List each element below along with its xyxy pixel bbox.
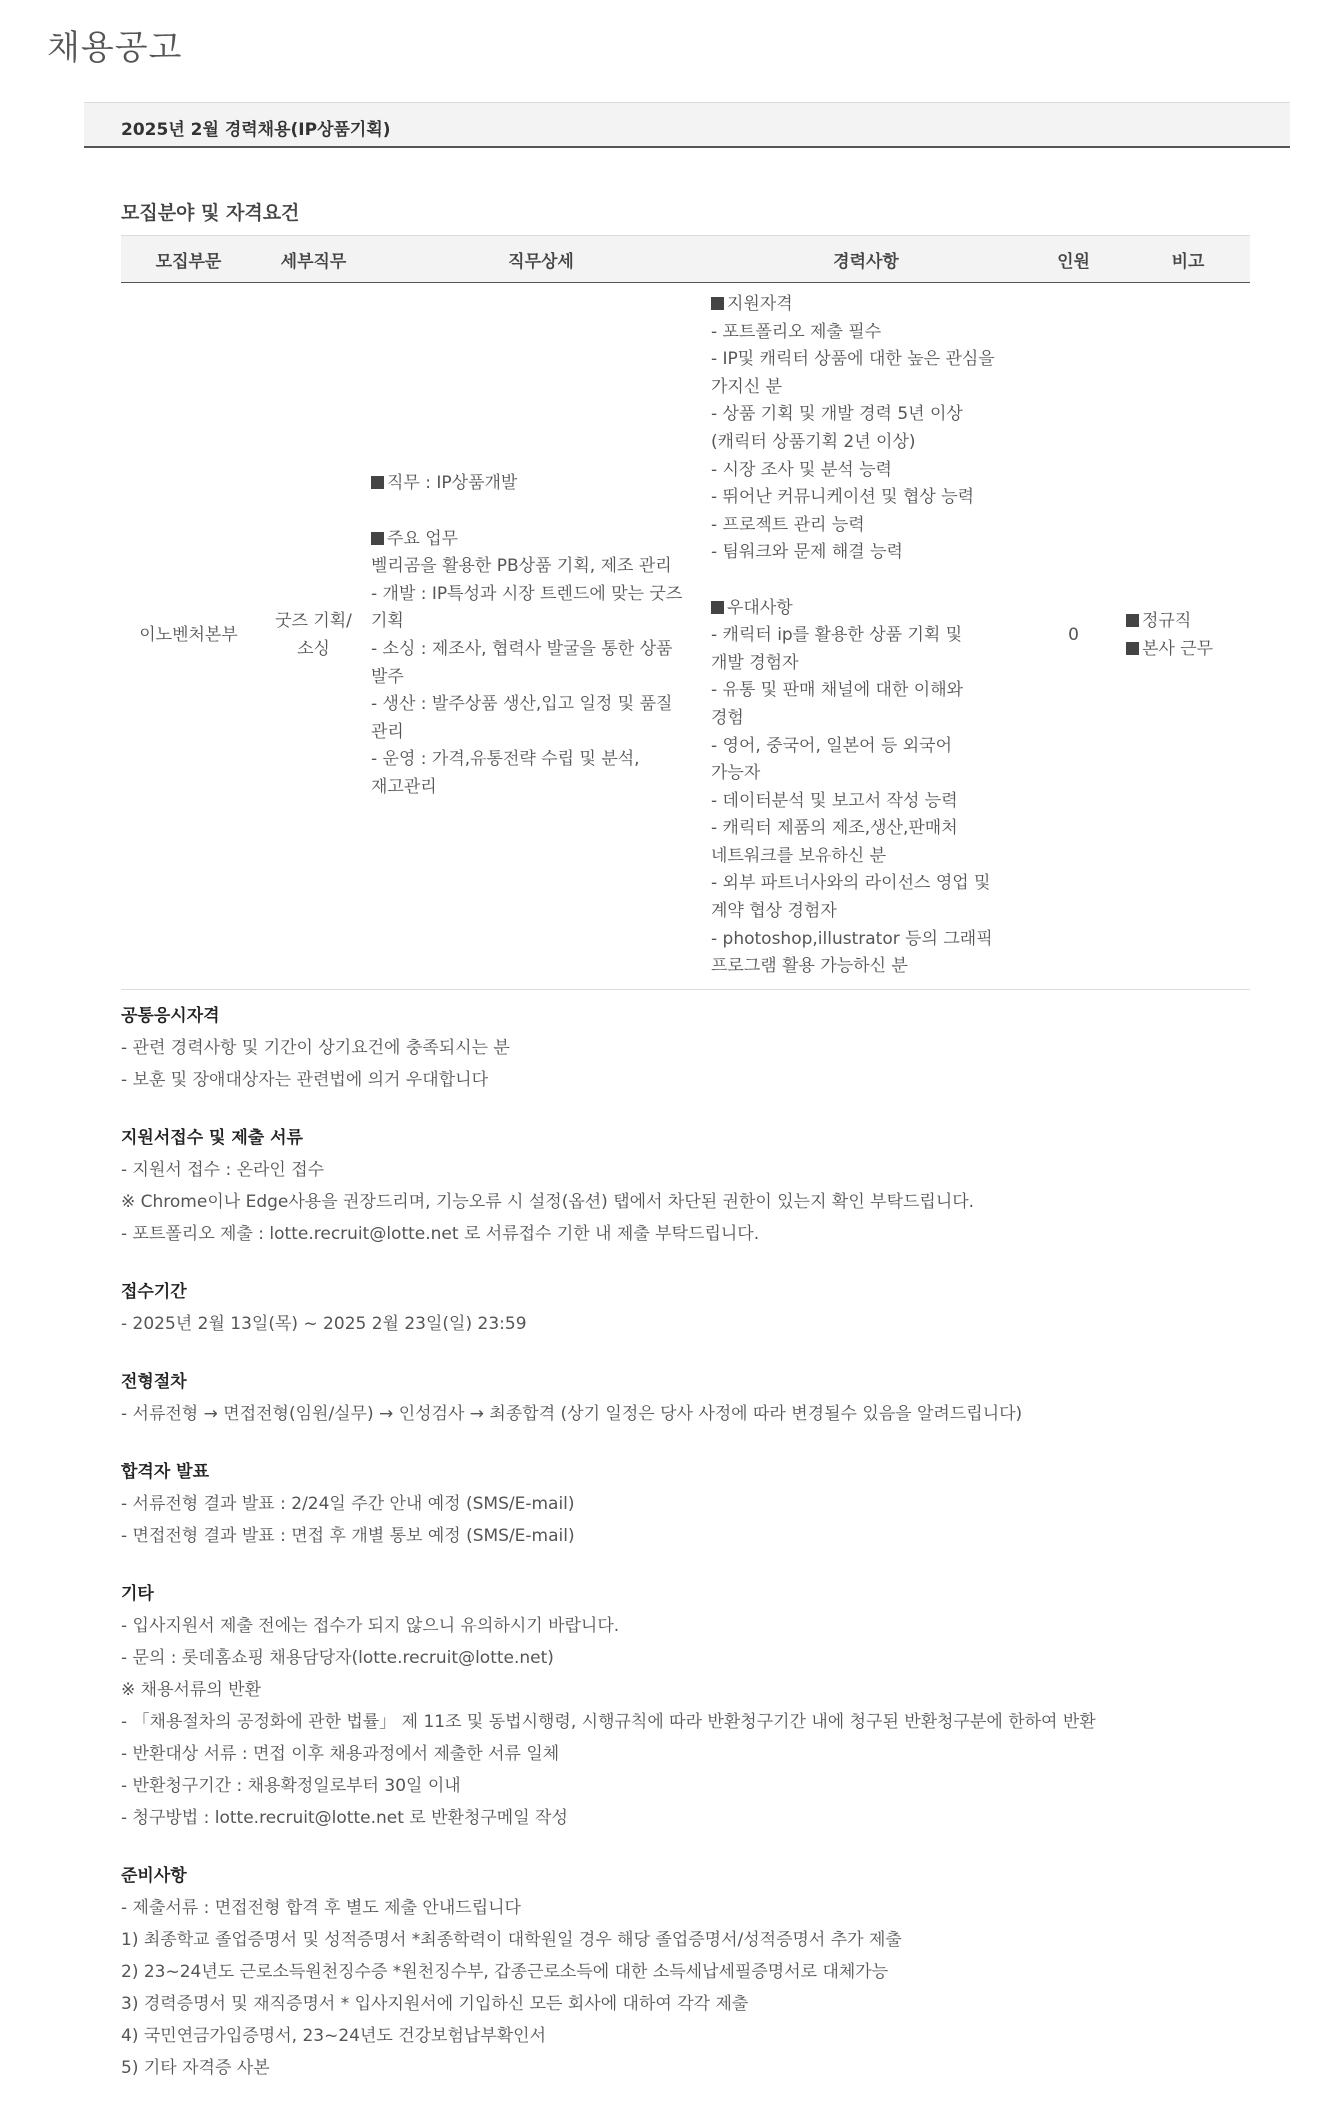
preferred-line: 개발 경험자 [711, 652, 799, 673]
requirement-line: 가지신 분 [711, 376, 783, 397]
requirement-line: - 포트폴리오 제출 필수 [711, 321, 882, 342]
section-line: ※ Chrome이나 Edge사용을 권장드리며, 기능오류 시 설정(옵션) 탭에서 차단된 권한이 있는지 확인 부탁드립니다. [121, 1192, 975, 1212]
square-bullet-icon [371, 476, 384, 489]
duty-line: - 운영 : 가격,유통전략 수립 및 분석, [371, 749, 640, 770]
posting-header [84, 102, 1290, 148]
section-line: 4) 국민연금가입증명서, 23~24년도 건강보험납부확인서 [121, 2026, 547, 2046]
preferred-heading [711, 595, 1021, 623]
sub-job-line: 굿즈 기획/ [275, 611, 352, 632]
preferred-label: 우대사항 [727, 597, 793, 618]
cell-sub-job [256, 283, 371, 990]
column-header-career: 경력사항 [711, 236, 1021, 283]
table-row [121, 283, 1250, 990]
column-header-notes: 비고 [1126, 236, 1250, 283]
section-line: - 2025년 2월 13일(목) ~ 2025 2월 23일(일) 23:59 [121, 1314, 527, 1334]
section-line: - 보훈 및 장애대상자는 관련법에 의거 우대합니다 [121, 1070, 488, 1090]
section-line: - 「채용절차의 공정화에 관한 법률」 제 11조 및 동법시행령, 시행규칙에 따라 반환청구기간 내에 청구된 반환청구분에 한하여 반환 [121, 1712, 1096, 1732]
column-header-headcount: 인원 [1021, 236, 1126, 283]
note-line [1126, 608, 1250, 636]
column-header-sub-job: 세부직무 [256, 236, 371, 283]
section-line: ※ 채용서류의 반환 [121, 1680, 262, 1700]
note-text: 본사 근무 [1142, 638, 1214, 659]
posting-details [121, 1000, 1271, 2110]
preferred-line: 가능자 [711, 763, 761, 784]
square-bullet-icon [711, 601, 724, 614]
requirement-line: - 상품 기획 및 개발 경력 5년 이상 [711, 404, 963, 425]
cell-department: 이노벤처본부 [121, 283, 256, 990]
square-bullet-icon [711, 297, 724, 310]
duty-line: 벨리곰을 활용한 PB상품 기획, 제조 관리 [371, 556, 672, 577]
section-heading: 지원서접수 및 제출 서류 [121, 1128, 303, 1148]
preferred-line: - 영어, 중국어, 일본어 등 외국어 [711, 735, 953, 756]
sub-job-line: 소싱 [297, 638, 330, 659]
section-selection-process [121, 1366, 1271, 1430]
requirements-label: 지원자격 [727, 294, 793, 314]
cell-job-detail [371, 283, 711, 990]
section-application-period [121, 1276, 1271, 1340]
preferred-line: - 유통 및 판매 채널에 대한 이해와 [711, 680, 964, 701]
preferred-line: 계약 협상 경험자 [711, 901, 837, 922]
preferred-line: - 캐릭터 제품의 제조,생산,판매처 [711, 818, 958, 839]
requirement-line: - 시장 조사 및 분석 능력 [711, 459, 892, 480]
preferred-line: - 데이터분석 및 보고서 작성 능력 [711, 790, 958, 811]
posting-title: 2025년 2월 경력채용(IP상품기획) [121, 120, 391, 140]
square-bullet-icon [1126, 642, 1139, 655]
duty-line: 발주 [371, 666, 404, 687]
section-line: 2) 23~24년도 근로소득원천징수증 *원천징수부, 갑종근로소득에 대한 소득세납세필증명서로 대체가능 [121, 1962, 889, 1982]
requirement-line: - 팀워크와 문제 해결 능력 [711, 542, 903, 563]
section-heading: 공통응시자격 [121, 1006, 220, 1026]
section-preparation [121, 1860, 1271, 2084]
section-line: - 서류전형 결과 발표 : 2/24일 주간 안내 예정 (SMS/E-mail) [121, 1494, 575, 1514]
section-line: - 문의 : 롯데홈쇼핑 채용담당자(lotte.recruit@lotte.net) [121, 1648, 554, 1668]
square-bullet-icon [371, 532, 384, 545]
section-line: - 반환청구기간 : 채용확정일로부터 30일 이내 [121, 1776, 461, 1796]
section-line: 5) 기타 자격증 사본 [121, 2058, 270, 2078]
page-title: 채용공고 [47, 28, 183, 68]
job-role-line [371, 470, 711, 498]
duty-line: - 생산 : 발주상품 생산,입고 일정 및 품질 [371, 694, 673, 715]
requirement-line: (캐릭터 상품기획 2년 이상) [711, 431, 916, 452]
section-application-documents [121, 1122, 1271, 1250]
preferred-line: - 외부 파트너사와의 라이선스 영업 및 [711, 873, 991, 894]
square-bullet-icon [1126, 614, 1139, 627]
section-line: - 제출서류 : 면접전형 합격 후 별도 제출 안내드립니다 [121, 1898, 521, 1918]
section-line: - 포트폴리오 제출 : lotte.recruit@lotte.net 로 서류접수 기한 내 제출 부탁드립니다. [121, 1224, 760, 1244]
requirement-line: - IP및 캐릭터 상품에 대한 높은 관심을 [711, 349, 995, 370]
cell-career [711, 283, 1021, 990]
section-line: - 서류전형 → 면접전형(임원/실무) → 인성검사 → 최종합격 (상기 일정은 당사 사정에 따라 변경될수 있음을 알려드립니다) [121, 1404, 1023, 1424]
preferred-line: - 캐릭터 ip를 활용한 상품 기획 및 [711, 625, 963, 646]
job-role-label: 직무 : IP상품개발 [387, 473, 518, 494]
preferred-line: 경험 [711, 707, 744, 728]
requirement-line: - 프로젝트 관리 능력 [711, 514, 865, 535]
requirements-section-title: 모집분야 및 자격요건 [121, 202, 300, 224]
duty-line: - 개발 : IP특성과 시장 트렌드에 맞는 굿즈 [371, 583, 683, 604]
section-line: - 청구방법 : lotte.recruit@lotte.net 로 반환청구메일 작성 [121, 1808, 568, 1828]
section-line: - 면접전형 결과 발표 : 면접 후 개별 통보 예정 (SMS/E-mail) [121, 1526, 575, 1546]
section-heading: 준비사항 [121, 1866, 187, 1886]
section-etc [121, 1578, 1271, 1834]
preferred-line: 프로그램 활용 가능하신 분 [711, 956, 908, 977]
section-line: 1) 최종학교 졸업증명서 및 성적증명서 *최종학력이 대학원일 경우 해당 졸업증명서/성적증명서 추가 제출 [121, 1930, 902, 1950]
section-line: 3) 경력증명서 및 재직증명서 * 입사지원서에 기입하신 모든 회사에 대하여 각각 제출 [121, 1994, 749, 2014]
requirements-table [121, 235, 1250, 990]
duty-line: 기획 [371, 611, 404, 632]
duty-line: 관리 [371, 721, 404, 742]
preferred-line: - photoshop,illustrator 등의 그래픽 [711, 928, 993, 949]
section-heading: 합격자 발표 [121, 1462, 210, 1482]
section-common-eligibility [121, 1000, 1271, 1096]
section-line: - 입사지원서 제출 전에는 접수가 되지 않으니 유의하시기 바랍니다. [121, 1616, 620, 1636]
duties-heading [371, 526, 711, 554]
duty-line: - 소싱 : 제조사, 협력사 발굴을 통한 상품 [371, 638, 673, 659]
duty-line: 재고관리 [371, 776, 437, 797]
section-heading: 기타 [121, 1584, 154, 1604]
section-heading: 접수기간 [121, 1282, 187, 1302]
column-header-job-detail: 직무상세 [371, 236, 711, 283]
cell-notes [1126, 283, 1250, 990]
section-line: - 반환대상 서류 : 면접 이후 채용과정에서 제출한 서류 일체 [121, 1744, 560, 1764]
section-heading: 전형절차 [121, 1372, 187, 1392]
note-text: 정규직 [1142, 611, 1192, 632]
column-header-department: 모집부문 [121, 236, 256, 283]
section-announcement [121, 1456, 1271, 1552]
section-line: - 관련 경력사항 및 기간이 상기요건에 충족되시는 분 [121, 1038, 510, 1058]
section-line: - 지원서 접수 : 온라인 접수 [121, 1160, 325, 1180]
preferred-line: 네트워크를 보유하신 분 [711, 845, 887, 866]
table-header-row [121, 236, 1250, 283]
requirements-heading [711, 291, 1021, 319]
cell-headcount: 0 [1021, 283, 1126, 990]
note-line [1126, 636, 1250, 664]
duties-label: 주요 업무 [387, 528, 459, 549]
requirement-line: - 뛰어난 커뮤니케이션 및 협상 능력 [711, 487, 975, 508]
